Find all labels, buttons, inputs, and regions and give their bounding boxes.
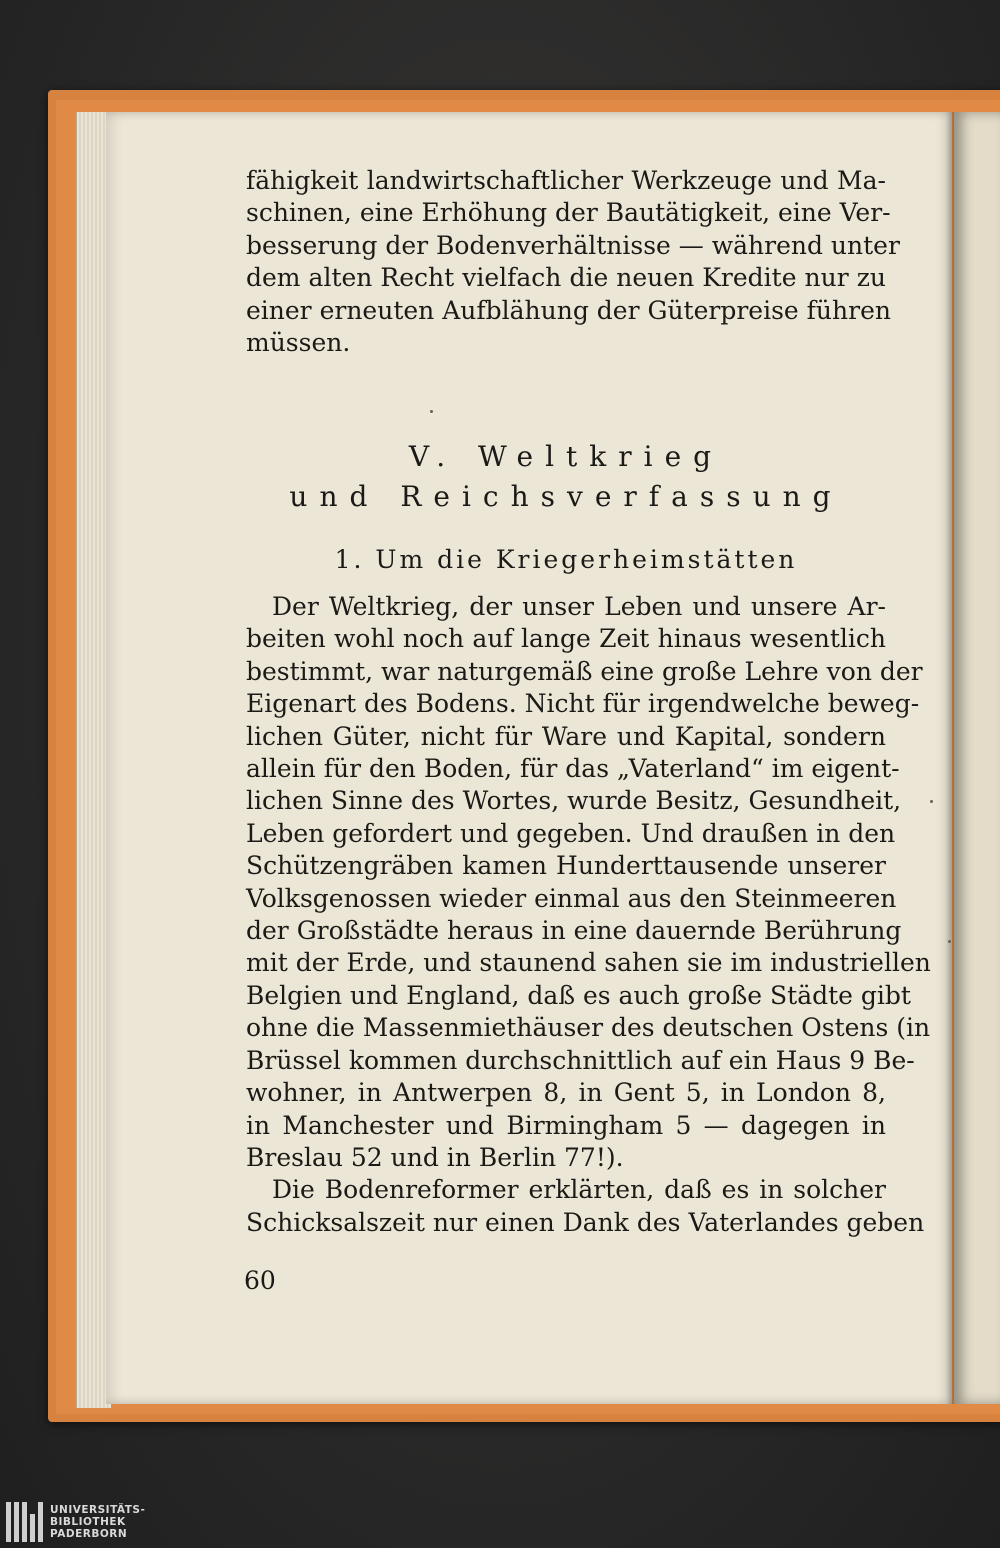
subsection-heading: 1. Um die Kriegerheimstätten [334, 545, 798, 574]
text-line: Breslau 52 und in Berlin 77!). [246, 1142, 624, 1172]
library-logo-text [50, 1504, 145, 1540]
library-logo [6, 1500, 145, 1544]
text-line: einer erneuten Aufblähung der Güterpreise führen [246, 295, 891, 325]
paper-speck [930, 800, 933, 803]
text-line: beiten wohl noch auf lange Zeit hinaus wesentlich [246, 624, 886, 654]
text-line: in Manchester und Birmingham 5 — dagegen in [246, 1110, 886, 1140]
text-line: dem alten Recht vielfach die neuen Kredite nur zu [246, 263, 886, 293]
text-line: Leben gefordert und gegeben. Und draußen in den [246, 818, 896, 848]
text-line: Volksgenossen wieder einmal aus den Steinmeeren [246, 883, 897, 913]
text-line: Brüssel kommen durchschnittlich auf ein Haus 9 Be- [246, 1045, 915, 1075]
text-line: mit der Erde, und staunend sahen sie im industriellen [246, 948, 931, 978]
paper-speck [430, 410, 433, 413]
library-logo-line3: PADERBORN [50, 1528, 128, 1540]
text-line: lichen Güter, nicht für Ware und Kapital, sondern [246, 721, 886, 751]
text-line: Belgien und England, daß es auch große Städte gibt [246, 980, 911, 1010]
library-logo-line1: UNIVERSITÄTS- [50, 1504, 146, 1516]
text-line: müssen. [246, 328, 351, 358]
section-heading-line2: und Reichsverfassung [289, 480, 843, 513]
text-line: lichen Sinne des Wortes, wurde Besitz, Gesundheit, [246, 786, 902, 816]
text-line: ohne die Massenmiethäuser des deutschen Ostens (in [246, 1013, 931, 1043]
text-line: bestimmt, war naturgemäß eine große Lehre von der [246, 656, 923, 686]
library-logo-mark-icon [6, 1502, 43, 1542]
paragraph-top [246, 165, 900, 359]
text-line: wohner, in Antwerpen 8, in Gent 5, in London 8, [246, 1078, 886, 1108]
paragraph-main [246, 591, 931, 1239]
paper-speck [948, 940, 951, 943]
text-line: Der Weltkrieg, der unser Leben und unsere Ar- [272, 592, 886, 621]
text-line: Eigenart des Bodens. Nicht für irgendwelche beweg- [246, 689, 920, 719]
text-line: Schützengräben kamen Hunderttausende unserer [246, 851, 886, 881]
text-line: schinen, eine Erhöhung der Bautätigkeit, eine Ver- [246, 198, 891, 228]
facing-page-edge [954, 112, 1000, 1404]
text-line: fähigkeit landwirtschaftlicher Werkzeuge und Ma- [246, 166, 886, 195]
library-logo-line2: BIBLIOTHEK [50, 1516, 126, 1528]
text-line: der Großstädte heraus in eine dauernde Berührung [246, 916, 902, 946]
text-line: allein für den Boden, für das „Vaterland“ im eigent- [246, 754, 900, 784]
page-number: 60 [244, 1266, 276, 1295]
text-line: besserung der Bodenverhältnisse — während unter [246, 230, 900, 260]
text-line: Schicksalszeit nur einen Dank des Vaterlandes geben [246, 1207, 925, 1237]
section-heading-line1: V. Weltkrieg [408, 440, 724, 473]
text-line: Die Bodenreformer erklärten, daß es in solcher [272, 1175, 886, 1205]
